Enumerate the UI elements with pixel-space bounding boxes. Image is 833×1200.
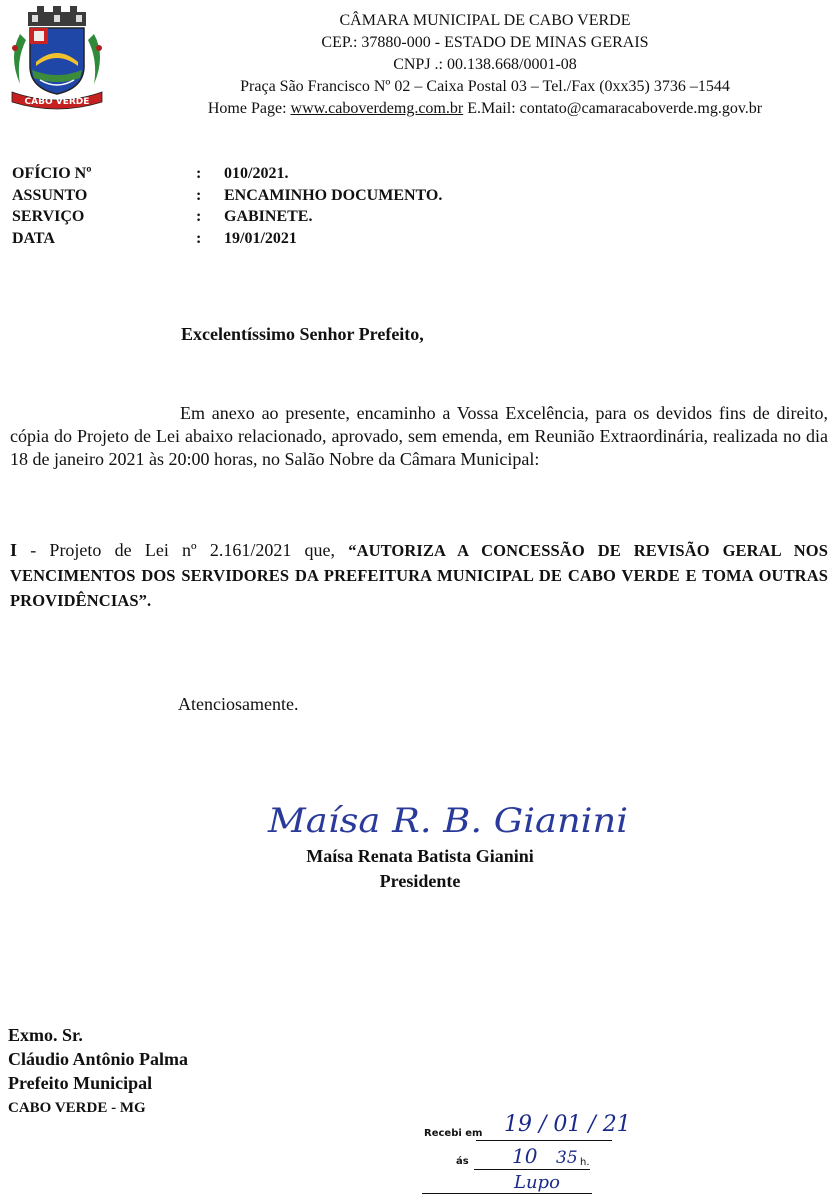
- municipal-coat-of-arms: [6, 4, 108, 110]
- letterhead-contacts: [140, 98, 830, 119]
- addressee-role: Prefeito Municipal: [8, 1073, 153, 1093]
- info-colon: :: [196, 187, 202, 204]
- receipt-time-label: ás: [456, 1156, 469, 1167]
- info-colon: :: [196, 165, 202, 182]
- addressee-name: Cláudio Antônio Palma: [8, 1049, 189, 1069]
- receipt-signature-line: [422, 1193, 592, 1194]
- receipt-date-line: [476, 1140, 612, 1141]
- crest-ribbon-text: CABO VERDE: [24, 97, 90, 107]
- receipt-time-unit: h.: [580, 1157, 590, 1168]
- receipt-time-line: [474, 1169, 590, 1170]
- homepage-link[interactable]: www.caboverdemg.com.br: [290, 100, 464, 117]
- signature-scribble: Maísa R. B. Gianini: [266, 801, 628, 841]
- bill-title: “AUTORIZA A CONCESSÃO DE REVISÃO GERAL NOS VENCIMENTOS DOS SERVIDORES DA PREFEITURA MUNICIPAL DE CABO VERDE E TOMA OUTRAS PROVIDÊNCIAS”.: [10, 541, 828, 610]
- signatory-name: Maísa Renata Batista Gianini: [306, 846, 534, 866]
- info-label-assunto: ASSUNTO: [12, 187, 88, 204]
- info-label-servico: SERVIÇO: [12, 208, 85, 225]
- letterhead-address: Praça São Francisco Nº 02 – Caixa Postal 03 – Tel./Fax (0xx35) 3736 –1544: [240, 78, 730, 95]
- receipt-time-minutes: 35: [556, 1148, 578, 1168]
- receipt-initials: Lupo: [514, 1172, 560, 1193]
- letterhead-cnpj: CNPJ .: 00.138.668/0001-08: [393, 56, 577, 73]
- addressee-city: CABO VERDE - MG: [8, 1100, 146, 1116]
- letterhead-organization: CÂMARA MUNICIPAL DE CABO VERDE: [339, 12, 631, 29]
- receipt-date: 19 / 01 / 21: [504, 1112, 631, 1137]
- item-numeral: I: [10, 540, 18, 560]
- email-text: E.Mail: contato@camaracaboverde.mg.gov.br: [463, 100, 763, 117]
- homepage-label: Home Page:: [207, 100, 291, 117]
- info-value-servico: GABINETE.: [224, 208, 313, 225]
- receipt-time-hour: 10: [512, 1144, 538, 1168]
- info-value-data: 19/01/2021: [224, 230, 297, 247]
- body-paragraph: Em anexo ao presente, encaminho a Vossa Excelência, para os devidos fins de direito, cópia do Projeto de Lei abaixo relacionado, aprovado, sem emenda, em Reunião Extraordinária, realizada no dia 18 de janeiro 2021 às 20:00 horas, no Salão Nobre da Câmara Municipal:: [10, 403, 828, 469]
- item-intro: - Projeto de Lei nº 2.161/2021 que,: [17, 540, 349, 560]
- mural-crown-icon: [28, 6, 86, 26]
- addressee-title: Exmo. Sr.: [8, 1025, 83, 1045]
- receipt-received-label: Recebi em: [424, 1128, 483, 1139]
- info-colon: :: [196, 230, 202, 247]
- signatory-role: Presidente: [379, 871, 461, 891]
- info-colon: :: [196, 208, 202, 225]
- salutation: Excelentíssimo Senhor Prefeito,: [181, 324, 424, 344]
- info-label-oficio: OFÍCIO Nº: [12, 165, 92, 182]
- letterhead-cep: CEP.: 37880-000 - ESTADO DE MINAS GERAIS: [321, 34, 649, 51]
- bill-item: [10, 538, 828, 613]
- info-value-oficio: 010/2021.: [224, 165, 289, 182]
- closing: Atenciosamente.: [178, 694, 299, 714]
- info-value-assunto: ENCAMINHO DOCUMENTO.: [224, 187, 443, 204]
- info-label-data: DATA: [12, 230, 55, 247]
